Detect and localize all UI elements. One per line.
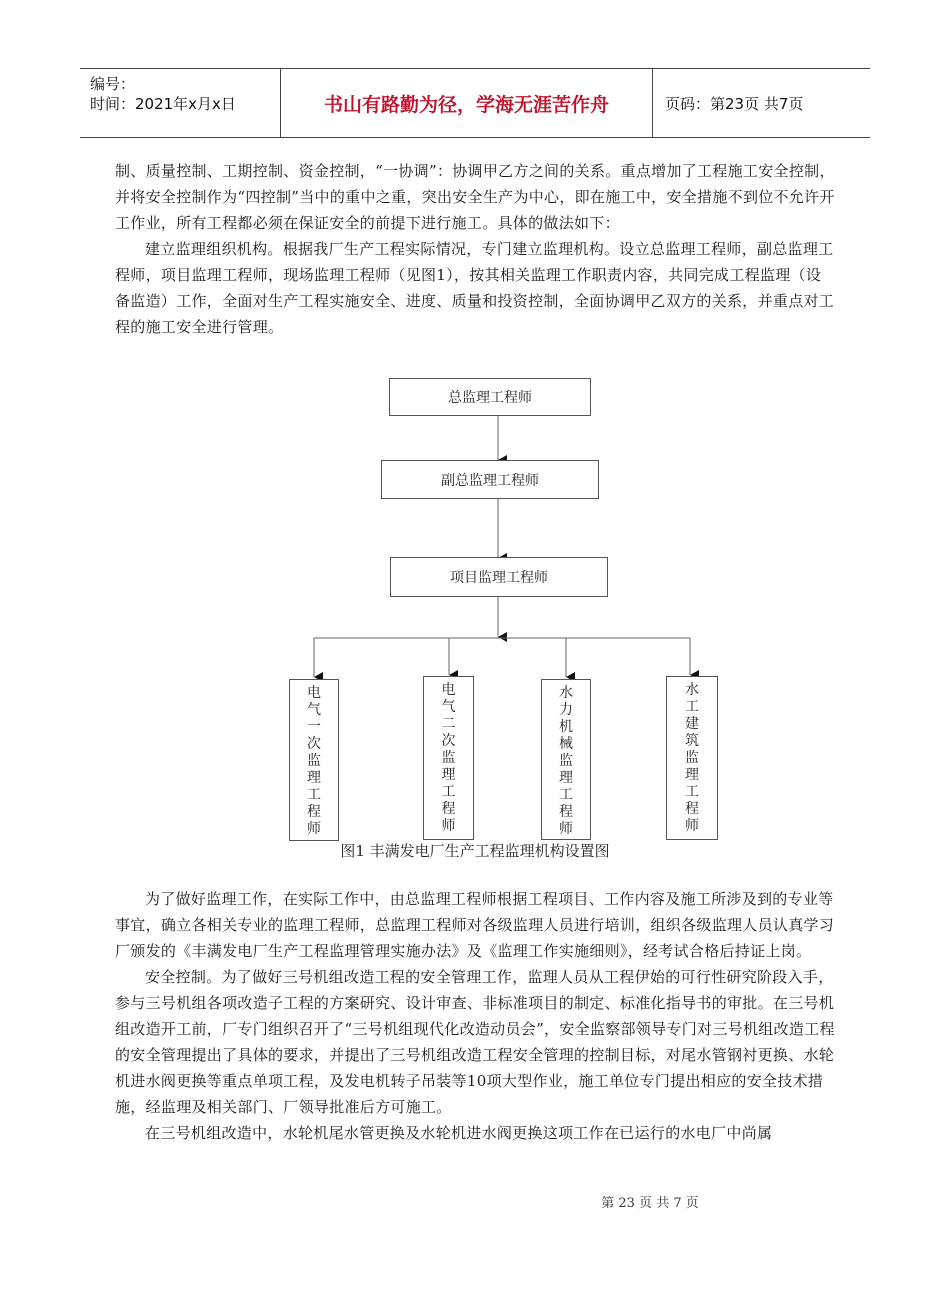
org-box-char: 理 (559, 770, 573, 786)
org-box-char: 建 (685, 716, 699, 732)
org-box-char: 程 (685, 801, 699, 817)
org-box-char: 工 (441, 784, 456, 800)
header-motto: 书山有路勤为径，学海无涯苦作舟 (281, 69, 653, 137)
org-box-char: 监 (307, 753, 321, 769)
org-box-electrical-primary (289, 679, 339, 841)
org-box-char: 机 (559, 719, 573, 735)
org-box-char: 工 (307, 787, 321, 803)
org-box-char: 程 (559, 804, 573, 820)
figure-caption: 图1 丰满发电厂生产工程监理机构设置图 (340, 842, 610, 860)
org-box-char: 师 (441, 818, 456, 834)
number-label: 编号： (90, 75, 136, 93)
date-label: 时间：2021年x月x日 (90, 95, 236, 113)
org-box-char: 监 (685, 750, 699, 766)
org-box-char: 程 (307, 804, 321, 820)
org-box-char: 力 (559, 702, 573, 718)
org-box-char: 理 (441, 767, 456, 783)
org-box-char: 工 (559, 787, 573, 803)
org-box-char: 气 (307, 702, 321, 718)
org-box-char: 械 (559, 736, 573, 752)
paragraph: 安全控制。为了做好三号机组改造工程的安全管理工作，监理人员从工程伊始的可行性研究阶段入手，参与三号机组各项改造子工程的方案研究、设计审查、非标准项目的制定、标准化指导书的审批。在三号机组改造开工前，厂专门组织召开了“三号机组现代化改造动员会”，安全监察部领导专门对三号机组改造工程的安全管理提出了具体的要求，并提出了三号机组改造工程安全管理的控制目标，对尾水管钢衬更换、水轮机进水阀更换等重点单项工程，及发电机转子吊装等10项大型作业，施工单位专门提出相应的安全技术措施，经监理及相关部门、厂领导批准后方可施工。 (115, 968, 835, 1116)
org-box-char: 水 (685, 682, 699, 698)
document-header (80, 68, 870, 138)
org-box-deputy-chief: 副总监理工程师 (381, 460, 599, 499)
org-box-char: 监 (441, 750, 456, 766)
header-info-cell (80, 69, 281, 137)
org-box-char: 次 (307, 736, 321, 752)
org-box-char: 工 (685, 699, 699, 715)
org-box-char: 电 (307, 685, 321, 701)
org-box-char: 工 (685, 784, 699, 800)
org-box-char: 监 (559, 753, 573, 769)
org-box-char: 理 (307, 770, 321, 786)
paragraph: 建立监理组织机构。根据我厂生产工程实际情况，专门建立监理机构。设立总监理工程师，副总监理工程师，项目监理工程师，现场监理工程师（见图1），按其相关监理工作职责内容，共同完成工程监理（设备监造）工作，全面对生产工程实施安全、进度、质量和投资控制，全面协调甲乙双方的关系，并重点对工程的施工安全进行管理。 (115, 240, 835, 336)
org-box-char: 气 (441, 699, 456, 715)
paragraph: 为了做好监理工作，在实际工作中，由总监理工程师根据工程项目、工作内容及施工所涉及到的专业等事宜，确立各相关专业的监理工程师，总监理工程师对各级监理人员进行培训，组织各级监理人员认真学习厂颁发的《丰满发电厂生产工程监理管理实施办法》及《监理工作实施细则》，经考试合格后持证上岗。 (115, 890, 835, 960)
body-text-top (115, 158, 835, 340)
org-box-hydraulic-machinery (541, 679, 591, 840)
org-box-project: 项目监理工程师 (390, 557, 608, 597)
org-box-hydraulic-structures (666, 676, 718, 840)
org-box-char: 二 (441, 716, 456, 732)
paragraph: 制、质量控制、工期控制、资金控制，“一协调”：协调甲乙方之间的关系。重点增加了工程施工安全控制，并将安全控制作为“四控制”当中的重中之重，突出安全生产为中心，即在施工中，安全措施不到位不允许开工作业，所有工程都必须在保证安全的前提下进行施工。具体的做法如下： (115, 162, 835, 232)
header-page-info: 页码：第23页 共7页 (665, 94, 804, 113)
org-box-char: 师 (307, 821, 321, 837)
org-box-char: 师 (559, 821, 573, 837)
org-box-char: 次 (441, 733, 456, 749)
paragraph: 在三号机组改造中，水轮机尾水管更换及水轮机进水阀更换这项工作在已运行的水电厂中尚属 (145, 1124, 773, 1142)
org-box-char: 理 (685, 767, 699, 783)
org-box-electrical-secondary (423, 676, 474, 840)
org-box-char: 筑 (685, 733, 699, 749)
org-box-chief: 总监理工程师 (389, 378, 591, 416)
org-box-char: 一 (307, 719, 321, 735)
footer-page-number: 第 23 页 共 7 页 (601, 1196, 699, 1211)
body-text-bottom (115, 886, 835, 1146)
page-footer (0, 1192, 950, 1211)
org-box-char: 师 (685, 818, 699, 834)
org-box-char: 程 (441, 801, 456, 817)
org-box-char: 水 (559, 685, 573, 701)
org-box-char: 电 (441, 682, 456, 698)
